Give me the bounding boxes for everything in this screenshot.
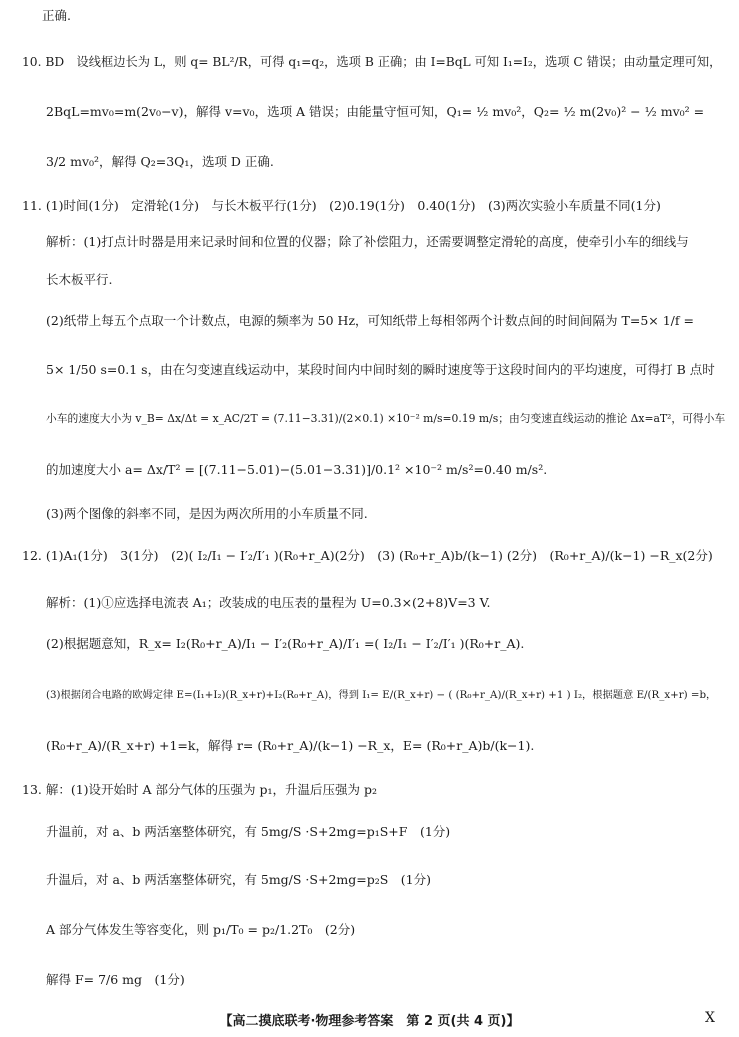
answer-13-line-4: A 部分气体发生等容变化，则 p₁/T₀ = p₂/1.2T₀ (2分) — [46, 922, 356, 937]
answer-12-line-5: (R₀+r_A)/(R_x+r) +1=k，解得 r= (R₀+r_A)/(k−1) −R_x，E= (R₀+r_A)b/(k−1). — [46, 738, 535, 753]
answer-11-line-8: (3)两个图像的斜率不同，是因为两次所用的小车质量不同. — [46, 506, 368, 521]
answer-12-line-1: 12. (1)A₁(1分) 3(1分) (2)( I₂/I₁ − I′₂/I′₁ )(R₀+r_A)(2分) (3) (R₀+r_A)b/(k−1) (2分) (R₀+r_A)/(k−1) −R_x(2分) — [22, 548, 713, 563]
answer-13-line-5: 解得 F= 7/6 mg (1分) — [46, 972, 185, 987]
answer-10-line-2: 2BqL=mv₀=m(2v₀−v)，解得 v=v₀，选项 A 错误；由能量守恒可知，Q₁= ½ mv₀²，Q₂= ½ m(2v₀)² − ½ mv₀² = — [46, 104, 705, 119]
answer-10-line-3: 3/2 mv₀²，解得 Q₂=3Q₁，选项 D 正确. — [46, 154, 274, 169]
answer-12-line-2: 解析：(1)①应选择电流表 A₁；改装成的电压表的量程为 U=0.3×(2+8)V=3 V. — [46, 595, 491, 610]
answer-11-line-3: 长木板平行. — [46, 272, 113, 287]
answer-13-line-2: 升温前，对 a、b 两活塞整体研究，有 5mg/S ·S+2mg=p₁S+F (1分) — [46, 824, 451, 839]
answer-12-line-4: (3)根据闭合电路的欧姆定律 E=(I₁+I₂)(R_x+r)+I₂(R₀+r_A)，得到 I₁= E/(R_x+r) − ( (R₀+r_A)/(R_x+r) +1 ) I₂，根据题意 E/(R_x+r) =b， — [46, 689, 717, 701]
answer-11-line-6: 小车的速度大小为 v_B= Δx/Δt = x_AC/2T = (7.11−3.31)/(2×0.1) ×10⁻² m/s=0.19 m/s；由匀变速直线运动的推论 Δx=aT²，可得小车 — [46, 412, 726, 425]
answer-11-line-2: 解析：(1)打点计时器是用来记录时间和位置的仪器；除了补偿阻力，还需要调整定滑轮的高度，使牵引小车的细线与 — [46, 234, 689, 249]
answer-11-line-1: 11. (1)时间(1分) 定滑轮(1分) 与长木板平行(1分) (2)0.19(1分) 0.40(1分) (3)两次实验小车质量不同(1分) — [22, 198, 661, 213]
corner-mark: X — [705, 1010, 715, 1026]
answer-11-line-7: 的加速度大小 a= Δx/T² = [(7.11−5.01)−(5.01−3.31)]/0.1² ×10⁻² m/s²=0.40 m/s². — [46, 462, 548, 477]
answer-11-line-5: 5× 1/50 s=0.1 s，由在匀变速直线运动中，某段时间内中间时刻的瞬时速度等于这段时间内的平均速度，可得打 B 点时 — [46, 362, 715, 377]
answer-11-line-4: (2)纸带上每五个点取一个计数点，电源的频率为 50 Hz，可知纸带上每相邻两个计数点间的时间间隔为 T=5× 1/f = — [46, 313, 694, 328]
answer-13-line-3: 升温后，对 a、b 两活塞整体研究，有 5mg/S ·S+2mg=p₂S (1分) — [46, 872, 432, 887]
answer-13-line-1: 13. 解：(1)设开始时 A 部分气体的压强为 p₁，升温后压强为 p₂ — [22, 782, 378, 797]
answer-12-line-3: (2)根据题意知，R_x= I₂(R₀+r_A)/I₁ − I′₂(R₀+r_A)/I′₁ =( I₂/I₁ − I′₂/I′₁ )(R₀+r_A). — [46, 636, 525, 651]
text-line: 正确. — [42, 8, 71, 23]
page-footer: 【高二摸底联考·物理参考答案 第 2 页(共 4 页)】 — [219, 1014, 520, 1029]
answer-10-line-1: 10. BD 设线框边长为 L，则 q= BL²/R，可得 q₁=q₂，选项 B 正确；由 I=BqL 可知 I₁=I₂，选项 C 错误；由动量定理可知， — [22, 55, 722, 69]
